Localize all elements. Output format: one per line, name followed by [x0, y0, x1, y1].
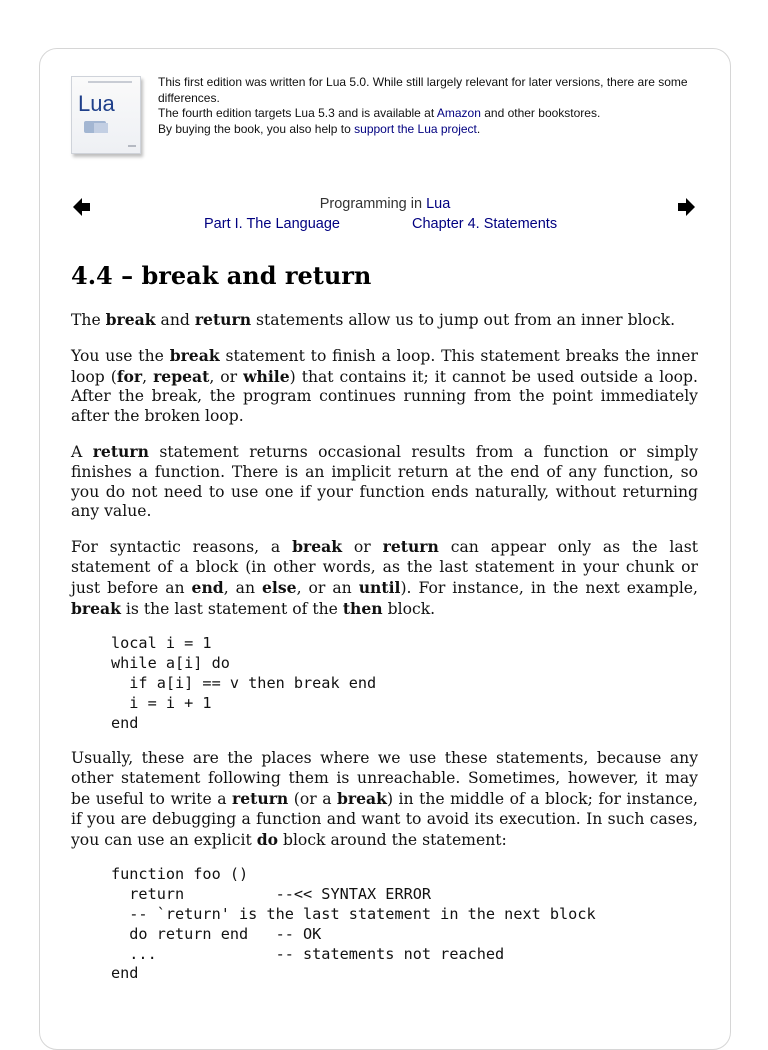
keyword: return	[194, 310, 252, 329]
paragraph	[71, 442, 698, 522]
keyword: break	[71, 598, 121, 618]
text-run: You use the	[71, 346, 170, 365]
text-run: , or an	[296, 578, 359, 597]
keyword: break	[105, 310, 156, 329]
text-run: ,	[142, 367, 154, 386]
text-run: statement returns occasional results from a function or simply finishes a function. There is an implicit return at the end of any function, so you do not need to use one if your function ends naturally, without returning any value.	[71, 442, 698, 521]
notice-line-2: The fourth edition targets Lua 5.3 and is available at Amazon and other bookstores.	[158, 106, 601, 120]
paragraph	[71, 346, 698, 427]
keyword: repeat	[153, 366, 210, 386]
keyword: end	[191, 577, 224, 597]
text-run: ) that contains it; it cannot be used outside a loop. After the break, the program continues running from the point immediately after the broken loop.	[71, 367, 698, 426]
keyword: else	[262, 577, 297, 597]
keyword: return	[92, 441, 149, 461]
chapter-link[interactable]: Chapter 4. Statements	[412, 216, 558, 232]
keyword: for	[116, 366, 143, 386]
code-block: local i = 1 while a[i] do if a[i] == v then break end i = i + 1 end	[111, 634, 377, 732]
lua-home-link[interactable]: Lua	[426, 196, 451, 212]
text-run: statements allow us to jump out from an inner block.	[251, 311, 676, 329]
text-run: statement to finish a loop. This statement breaks the inner loop (	[71, 346, 698, 386]
keyword: break	[292, 537, 343, 557]
edition-notice	[158, 75, 718, 137]
text-run: is the last statement of the	[120, 599, 343, 618]
keyword: break	[337, 788, 387, 808]
text-run: block around the statement:	[278, 830, 507, 849]
text-run: can appear only as the last statement of a block (in other words, as the last statement in your chunk or just before an	[71, 538, 698, 597]
paragraph	[71, 310, 698, 331]
text-run: A	[71, 442, 93, 461]
part-link[interactable]: Part I. The Language	[204, 216, 340, 232]
keyword: while	[243, 366, 290, 386]
text-run: ) in the middle of a block; for instance, if you are debugging a function and want to avoid its execution. In such cases, you can use an explicit	[71, 789, 698, 849]
text-run: or	[342, 538, 383, 557]
amazon-link[interactable]: Amazon	[436, 106, 481, 120]
text-run: Usually, these are the places where we use these statements, because any other statement following them is unreachable. Sometimes, however, it may be useful to write a	[71, 749, 698, 808]
book-cover-title: Lua	[78, 91, 115, 116]
keyword: break	[169, 345, 220, 365]
text-run: The	[71, 311, 106, 329]
text-run: block.	[382, 599, 436, 618]
text-run: and	[155, 311, 195, 329]
page-card	[39, 48, 731, 1050]
code-block: function foo () return --<< SYNTAX ERROR -- `return' is the last statement in the next block do return end -- OK ... -- statements not reached end	[111, 865, 596, 983]
keyword: then	[342, 598, 383, 618]
book-cover-image[interactable]	[71, 76, 141, 154]
section-content	[71, 310, 698, 1000]
text-run: , an	[223, 578, 263, 597]
text-run: , or	[209, 367, 244, 386]
paragraph	[71, 537, 698, 619]
support-lua-link[interactable]: support the Lua project	[354, 121, 477, 136]
book-title: Programming in Lua	[319, 196, 451, 212]
text-run: (or a	[288, 789, 337, 808]
notice-line-3: By buying the book, you also help to support the Lua project.	[158, 121, 481, 136]
keyword: until	[358, 577, 401, 597]
text-run: For syntactic reasons, a	[71, 538, 293, 557]
notice-line-1: This first edition was written for Lua 5.0. While still largely relevant for later versions, there are some differences.	[158, 75, 688, 105]
keyword: do	[256, 829, 278, 849]
keyword: return	[382, 537, 439, 557]
paragraph	[71, 749, 698, 850]
section-heading: 4.4 – break and return	[71, 261, 372, 290]
text-run: ). For instance, in the next example,	[400, 578, 698, 597]
keyword: return	[232, 788, 289, 808]
